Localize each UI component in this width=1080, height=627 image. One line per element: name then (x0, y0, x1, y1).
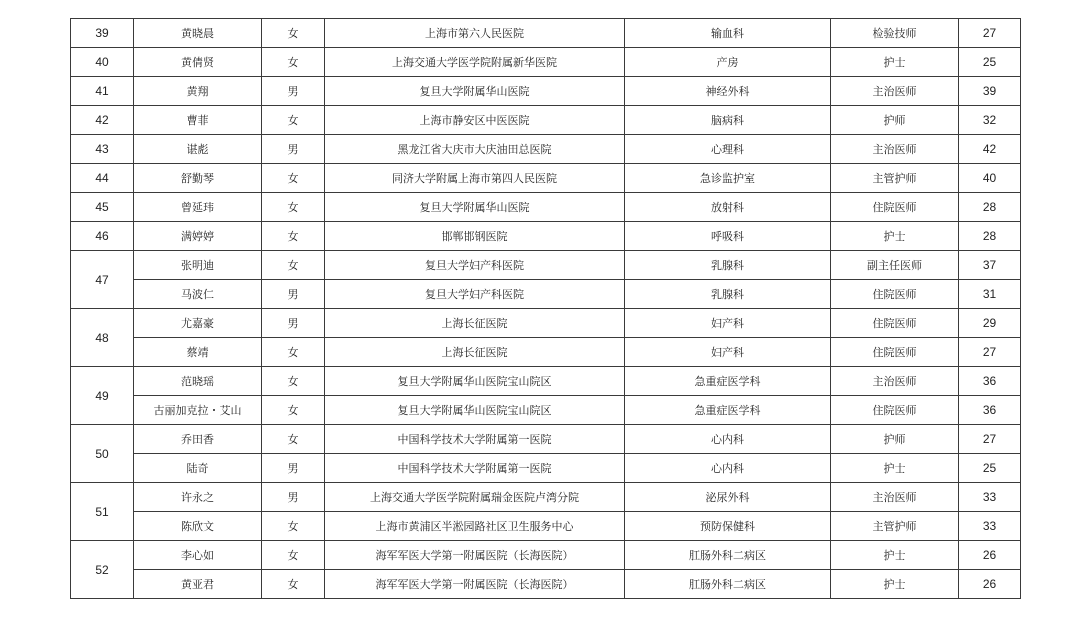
cell-title: 住院医师 (831, 338, 959, 367)
cell-number: 46 (71, 222, 134, 251)
cell-age: 27 (959, 425, 1021, 454)
table-row (71, 570, 1021, 599)
cell-name: 谌彪 (134, 135, 262, 164)
cell-sex: 女 (262, 425, 325, 454)
table-row (71, 483, 1021, 512)
cell-age: 33 (959, 512, 1021, 541)
cell-sex: 女 (262, 396, 325, 425)
cell-title: 护士 (831, 48, 959, 77)
cell-hospital: 中国科学技术大学附属第一医院 (325, 425, 625, 454)
cell-hospital: 邯郸邯钢医院 (325, 222, 625, 251)
cell-sex: 女 (262, 338, 325, 367)
table-row (71, 454, 1021, 483)
cell-hospital: 上海市黄浦区半淞园路社区卫生服务中心 (325, 512, 625, 541)
cell-hospital: 复旦大学妇产科医院 (325, 280, 625, 309)
cell-title: 主管护师 (831, 512, 959, 541)
cell-sex: 女 (262, 193, 325, 222)
cell-hospital: 海军军医大学第一附属医院（长海医院） (325, 541, 625, 570)
cell-name: 满婷婷 (134, 222, 262, 251)
cell-hospital: 上海市第六人民医院 (325, 19, 625, 48)
table-row (71, 77, 1021, 106)
table-row (71, 193, 1021, 222)
cell-department: 妇产科 (625, 309, 831, 338)
cell-age: 25 (959, 48, 1021, 77)
cell-sex: 女 (262, 48, 325, 77)
personnel-table (70, 18, 1021, 599)
cell-hospital: 上海交通大学医学院附属瑞金医院卢湾分院 (325, 483, 625, 512)
cell-sex: 女 (262, 222, 325, 251)
cell-sex: 女 (262, 106, 325, 135)
cell-hospital: 复旦大学附属华山医院宝山院区 (325, 396, 625, 425)
cell-age: 32 (959, 106, 1021, 135)
cell-age: 28 (959, 193, 1021, 222)
table-row (71, 164, 1021, 193)
cell-department: 乳腺科 (625, 251, 831, 280)
cell-name: 黄晓晨 (134, 19, 262, 48)
cell-age: 25 (959, 454, 1021, 483)
cell-department: 泌尿外科 (625, 483, 831, 512)
cell-hospital: 上海长征医院 (325, 338, 625, 367)
cell-name: 范晓瑶 (134, 367, 262, 396)
cell-title: 护士 (831, 541, 959, 570)
table-row (71, 309, 1021, 338)
cell-name: 尤嘉豪 (134, 309, 262, 338)
cell-age: 39 (959, 77, 1021, 106)
cell-age: 26 (959, 570, 1021, 599)
cell-title: 住院医师 (831, 309, 959, 338)
table-row (71, 338, 1021, 367)
cell-sex: 女 (262, 367, 325, 396)
cell-department: 脑病科 (625, 106, 831, 135)
cell-number: 40 (71, 48, 134, 77)
cell-number: 49 (71, 367, 134, 425)
document-table-container (70, 18, 1021, 599)
cell-sex: 男 (262, 454, 325, 483)
table-row (71, 135, 1021, 164)
cell-title: 主管护师 (831, 164, 959, 193)
cell-name: 舒勤琴 (134, 164, 262, 193)
table-row (71, 396, 1021, 425)
cell-department: 心内科 (625, 454, 831, 483)
cell-sex: 女 (262, 512, 325, 541)
cell-hospital: 上海长征医院 (325, 309, 625, 338)
cell-age: 42 (959, 135, 1021, 164)
cell-title: 护士 (831, 222, 959, 251)
cell-hospital: 复旦大学附属华山医院 (325, 193, 625, 222)
cell-age: 26 (959, 541, 1021, 570)
cell-department: 输血科 (625, 19, 831, 48)
cell-department: 乳腺科 (625, 280, 831, 309)
cell-title: 主治医师 (831, 135, 959, 164)
table-row (71, 19, 1021, 48)
cell-age: 36 (959, 367, 1021, 396)
cell-name: 陆奇 (134, 454, 262, 483)
cell-title: 护师 (831, 425, 959, 454)
cell-department: 心内科 (625, 425, 831, 454)
cell-title: 住院医师 (831, 193, 959, 222)
cell-department: 急重症医学科 (625, 396, 831, 425)
cell-sex: 女 (262, 251, 325, 280)
table-row (71, 222, 1021, 251)
cell-number: 45 (71, 193, 134, 222)
cell-name: 黄翔 (134, 77, 262, 106)
cell-name: 李心如 (134, 541, 262, 570)
cell-age: 40 (959, 164, 1021, 193)
cell-number: 43 (71, 135, 134, 164)
cell-hospital: 复旦大学妇产科医院 (325, 251, 625, 280)
cell-hospital: 黑龙江省大庆市大庆油田总医院 (325, 135, 625, 164)
cell-sex: 女 (262, 19, 325, 48)
cell-number: 47 (71, 251, 134, 309)
cell-title: 住院医师 (831, 280, 959, 309)
cell-department: 心理科 (625, 135, 831, 164)
cell-department: 预防保健科 (625, 512, 831, 541)
table-row (71, 512, 1021, 541)
cell-name: 黄倩贤 (134, 48, 262, 77)
cell-number: 52 (71, 541, 134, 599)
cell-age: 27 (959, 338, 1021, 367)
cell-department: 神经外科 (625, 77, 831, 106)
cell-number: 48 (71, 309, 134, 367)
cell-sex: 男 (262, 483, 325, 512)
cell-sex: 男 (262, 280, 325, 309)
cell-number: 50 (71, 425, 134, 483)
cell-sex: 女 (262, 164, 325, 193)
cell-number: 39 (71, 19, 134, 48)
cell-hospital: 复旦大学附属华山医院 (325, 77, 625, 106)
cell-sex: 男 (262, 77, 325, 106)
cell-department: 呼吸科 (625, 222, 831, 251)
cell-department: 急重症医学科 (625, 367, 831, 396)
cell-department: 肛肠外科二病区 (625, 541, 831, 570)
cell-department: 肛肠外科二病区 (625, 570, 831, 599)
cell-sex: 女 (262, 570, 325, 599)
cell-name: 马波仁 (134, 280, 262, 309)
cell-number: 41 (71, 77, 134, 106)
cell-title: 护士 (831, 454, 959, 483)
cell-hospital: 上海交通大学医学院附属新华医院 (325, 48, 625, 77)
cell-name: 古丽加克拉・艾山 (134, 396, 262, 425)
cell-title: 主治医师 (831, 483, 959, 512)
cell-number: 42 (71, 106, 134, 135)
table-row (71, 251, 1021, 280)
cell-name: 黄亚君 (134, 570, 262, 599)
cell-name: 曾延玮 (134, 193, 262, 222)
cell-title: 主治医师 (831, 77, 959, 106)
cell-age: 27 (959, 19, 1021, 48)
cell-name: 张明迪 (134, 251, 262, 280)
cell-title: 副主任医师 (831, 251, 959, 280)
cell-title: 主治医师 (831, 367, 959, 396)
table-row (71, 48, 1021, 77)
cell-number: 51 (71, 483, 134, 541)
cell-name: 乔田香 (134, 425, 262, 454)
cell-title: 护士 (831, 570, 959, 599)
cell-age: 31 (959, 280, 1021, 309)
cell-age: 28 (959, 222, 1021, 251)
cell-hospital: 同济大学附属上海市第四人民医院 (325, 164, 625, 193)
cell-number: 44 (71, 164, 134, 193)
table-row (71, 367, 1021, 396)
cell-sex: 男 (262, 135, 325, 164)
cell-department: 急诊监护室 (625, 164, 831, 193)
cell-name: 蔡靖 (134, 338, 262, 367)
cell-department: 妇产科 (625, 338, 831, 367)
cell-age: 37 (959, 251, 1021, 280)
table-row (71, 106, 1021, 135)
cell-title: 护师 (831, 106, 959, 135)
cell-title: 检验技师 (831, 19, 959, 48)
cell-sex: 女 (262, 541, 325, 570)
cell-age: 33 (959, 483, 1021, 512)
cell-title: 住院医师 (831, 396, 959, 425)
cell-name: 曹菲 (134, 106, 262, 135)
cell-age: 29 (959, 309, 1021, 338)
cell-name: 陈欣文 (134, 512, 262, 541)
cell-name: 许永之 (134, 483, 262, 512)
cell-sex: 男 (262, 309, 325, 338)
cell-hospital: 复旦大学附属华山医院宝山院区 (325, 367, 625, 396)
cell-hospital: 上海市静安区中医医院 (325, 106, 625, 135)
table-row (71, 425, 1021, 454)
cell-department: 产房 (625, 48, 831, 77)
cell-hospital: 海军军医大学第一附属医院（长海医院） (325, 570, 625, 599)
table-row (71, 541, 1021, 570)
table-row (71, 280, 1021, 309)
cell-age: 36 (959, 396, 1021, 425)
cell-department: 放射科 (625, 193, 831, 222)
cell-hospital: 中国科学技术大学附属第一医院 (325, 454, 625, 483)
